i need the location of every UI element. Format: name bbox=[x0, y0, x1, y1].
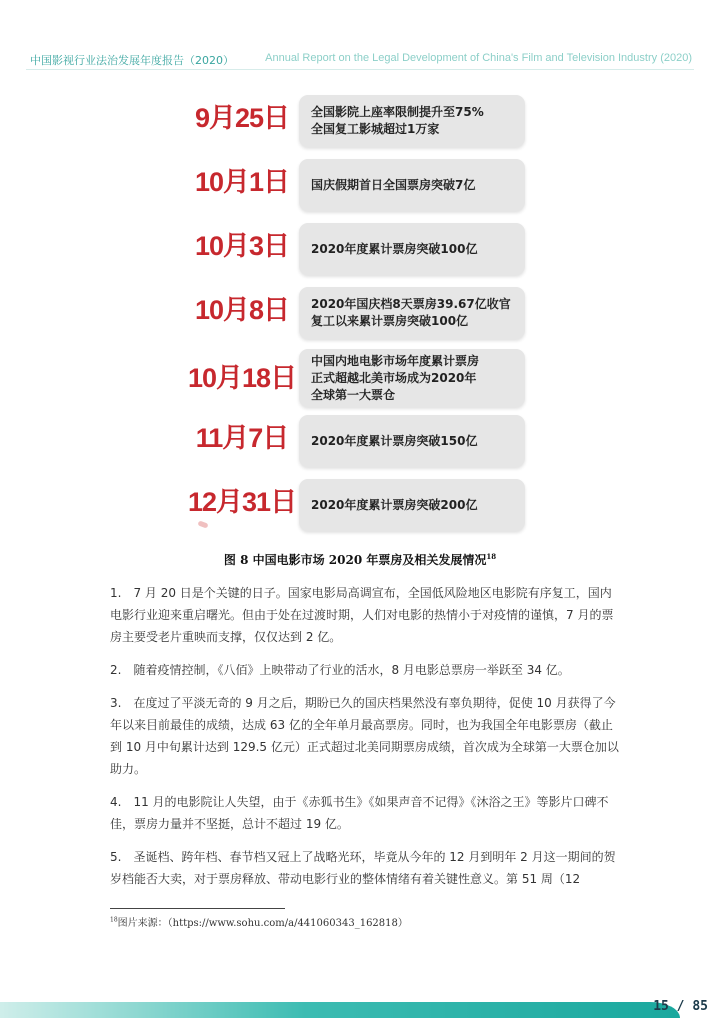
timeline-event-line: 2020年度累计票房突破100亿 bbox=[311, 241, 478, 256]
timeline-event-line: 2020年度累计票房突破150亿 bbox=[311, 433, 478, 448]
timeline-event-line: 全国复工影城超过1万家 bbox=[311, 122, 440, 136]
timeline-event-box bbox=[299, 223, 525, 275]
timeline-item bbox=[188, 348, 528, 412]
timeline-item bbox=[188, 284, 528, 348]
page-number bbox=[653, 999, 708, 1014]
timeline-item bbox=[188, 220, 528, 284]
timeline-event-box bbox=[299, 479, 525, 531]
timeline-event-box bbox=[299, 159, 525, 211]
timeline-date: 11月7日 bbox=[195, 423, 289, 453]
footnote-divider bbox=[110, 908, 285, 909]
timeline-event-box bbox=[299, 287, 525, 339]
paragraph: 4. 11 月的电影院让人失望，由于《赤狐书生》《如果声音不记得》《沐浴之王》等影片口碑不佳，票房力量并不坚挺，总计不超过 19 亿。 bbox=[110, 795, 609, 831]
timeline-event-line: 2020年度累计票房突破200亿 bbox=[311, 497, 478, 512]
timeline-event-box bbox=[299, 415, 525, 467]
paragraph: 5. 圣诞档、跨年档、春节档又冠上了战略光环，毕竟从今年的 12 月到明年 2 月这一期间的贺岁档能否大卖，对于票房释放、带动电影行业的整体情绪有着关键性意义。第 51 周（12 bbox=[110, 850, 616, 886]
timeline-event-line: 中国内地电影市场年度累计票房 bbox=[311, 353, 480, 368]
header-divider bbox=[26, 69, 694, 70]
timeline-event-line: 复工以来累计票房突破100亿 bbox=[311, 314, 469, 328]
footnote bbox=[110, 914, 408, 929]
footer-bar bbox=[0, 1002, 680, 1018]
timeline-date: 12月31日 bbox=[188, 487, 297, 517]
timeline-date: 9月25日 bbox=[194, 103, 290, 133]
figure-caption-text: 图 8 中国电影市场 2020 年票房及相关发展情况 bbox=[223, 553, 487, 567]
figure-caption bbox=[0, 551, 720, 568]
timeline-date: 10月3日 bbox=[194, 231, 290, 261]
timeline-item bbox=[188, 412, 528, 476]
header-title-en: Annual Report on the Legal Development of China's Film and Television Industry (2020) bbox=[265, 52, 692, 64]
page-total: 85 bbox=[692, 999, 708, 1014]
paragraph: 2. 随着疫情控制，《八佰》上映带动了行业的活水，8 月电影总票房一举跃至 34 亿。 bbox=[110, 663, 570, 677]
timeline-figure bbox=[188, 92, 528, 540]
timeline-item bbox=[188, 156, 528, 220]
timeline-event-box bbox=[299, 95, 525, 147]
timeline-date: 10月18日 bbox=[188, 363, 297, 393]
timeline-event-line: 国庆假期首日全国票房突破7亿 bbox=[311, 177, 476, 192]
body-text bbox=[110, 582, 620, 901]
footnote-number: 18 bbox=[110, 916, 118, 924]
footnote-ref[interactable]: 18 bbox=[486, 552, 497, 561]
timeline-event-line: 2020年国庆档8天票房39.67亿收官 bbox=[311, 297, 511, 311]
header-title-cn: 中国影视行业法治发展年度报告（2020） bbox=[30, 54, 234, 67]
paragraph: 3. 在度过了平淡无奇的 9 月之后，期盼已久的国庆档果然没有辜负期待，促使 10 月获得了今年以来目前最佳的成绩，达成 63 亿的全年单月最高票房。同时，也为我国全年电影票房（截止到 10 月中旬累计达到 129.5 亿元）正式超过北美同期票房成绩，首次成为全球第一大票仓加以助力。 bbox=[110, 696, 619, 776]
timeline-event-line: 正式超越北美市场成为2020年 bbox=[311, 370, 477, 385]
timeline-event-line: 全国影院上座率限制提升至75% bbox=[311, 105, 484, 119]
timeline-event-box bbox=[299, 349, 525, 407]
paragraph: 1. 7 月 20 日是个关键的日子。国家电影局高调宣布，全国低风险地区电影院有序复工，国内电影行业迎来重启曙光。但由于处在过渡时期，人们对电影的热情小于对疫情的谨慎，7 月的票房主要受老片重映而支撑，仅仅达到 2 亿。 bbox=[110, 586, 614, 644]
timeline-item bbox=[188, 476, 528, 540]
timeline-date: 10月1日 bbox=[194, 167, 290, 197]
timeline-event-line: 全球第一大票仓 bbox=[311, 387, 396, 402]
page-current: 15 bbox=[653, 999, 669, 1014]
page-separator: / bbox=[668, 999, 693, 1014]
timeline-date: 10月8日 bbox=[194, 295, 290, 325]
footnote-text: 图片来源：（https://www.sohu.com/a/441060343_162818） bbox=[117, 918, 408, 929]
timeline-item bbox=[188, 92, 528, 156]
